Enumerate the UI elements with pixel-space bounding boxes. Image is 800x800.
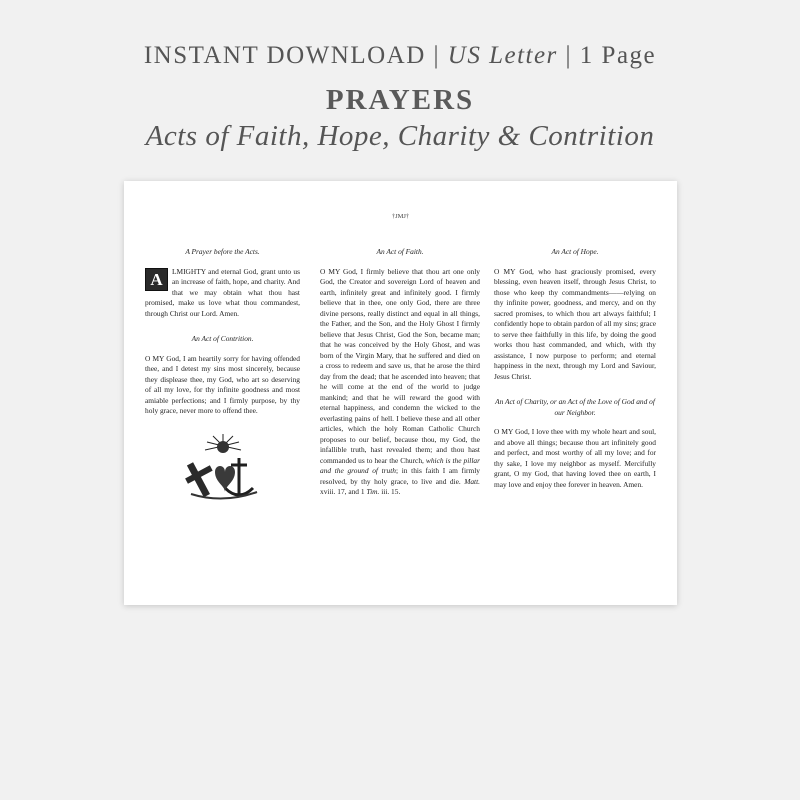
charity-title: An Act of Charity, or an Act of the Love of God and of our Neighbor. — [495, 397, 655, 417]
jmj-monogram: †JMJ† — [391, 213, 410, 220]
ornamental-dropcap: A — [145, 268, 168, 291]
header-paper-size: US Letter — [447, 42, 558, 69]
column-right — [494, 247, 656, 505]
column-left — [145, 247, 300, 504]
faith-text: O MY God, I firmly believe that thou art one only God, the Creator and sovereign Lord of heaven and earth, infinitely great and infinitely good. I firmly believe that in thee, one only God, there are three divine persons, really distinct and equal in all things, the Father, and the Son, and the Holy Ghost I firmly believe that Jesus Christ, God the Son, became man; that he was conceived by the Holy Ghost, and was born of the Virgin Mary, that he suffered and died on a cross to redeem and save us, that he arose the third day from the dead; that he ascended into heaven; that he will come at the end of the world to judge mankind; and that he will reward the good with eternal happiness, and condemn the wicked to the everlasting pains of hell. I believe these and all other articles, which the holy Roman Catholic Church proposes to our belief, because thou, my God, the infallible truth, hast revealed them; and thou hast commanded us to hear the Church, which is the pillar and the ground of truth; in this faith I am firmly resolved, by thy holy grace, to live and die. Matt. xviii. 17, and 1 Tim. iii. 15. — [320, 266, 480, 496]
page-title: PRAYERS — [325, 84, 475, 116]
cross-anchor-heart-icon — [177, 432, 269, 504]
contrition-text: O MY God, I am heartily sorry for having offended thee, and I detest my sins most sincerely, because they displease thee, my God, who art so deserving of all my love, for thy infinite goodness and most amiable perfections; and I firmly purpose, by thy holy grace, never more to offend thee. — [145, 353, 300, 415]
charity-text: O MY God, I love thee with my whole heart and soul, and above all things; because thou art infinitely good and perfect, and most worthy of all my love; and for thy sake, I love my neighbor as myself. Mercifully grant, O my God, that having loved thee on earth, I may love and enjoy thee forever in heaven. Amen. — [494, 427, 656, 489]
contrition-title: An Act of Contrition. — [191, 334, 254, 343]
prayer-before-text: A LMIGHTY and eternal God, grant unto us an increase of faith, hope, and charity. And that we may obtain what thou hast promised, make us love what thou commandest, through Christ our Lord. Amen. — [145, 266, 300, 318]
header-format-line — [0, 42, 800, 70]
hope-text: O MY God, who hast graciously promised, every blessing, even heaven itself, through Jesus Christ, to those who keep thy commandments——relying on thy infinite power, goodness, and mercy, and on thy sacred promises, to which thou art always faithful; I confidently hope to obtain pardon of all my sins; grace to serve thee faithfully in this life, by doing the good works thou hast commanded, and which, with thy assistance, I now purpose to perform; and eternal happiness in the next, through my Lord and Saviour, Jesus Christ. — [494, 266, 656, 381]
header-page-count: | 1 Page — [557, 42, 657, 69]
column-middle — [320, 247, 480, 513]
page-subtitle: Acts of Faith, Hope, Charity & Contrition — [145, 120, 655, 152]
hope-title: An Act of Hope. — [551, 247, 599, 256]
faith-title: An Act of Faith. — [376, 247, 424, 256]
printable-sheet — [124, 181, 677, 605]
prayer-before-title: A Prayer before the Acts. — [185, 247, 260, 256]
header-instant-download: INSTANT DOWNLOAD | — [143, 42, 448, 69]
